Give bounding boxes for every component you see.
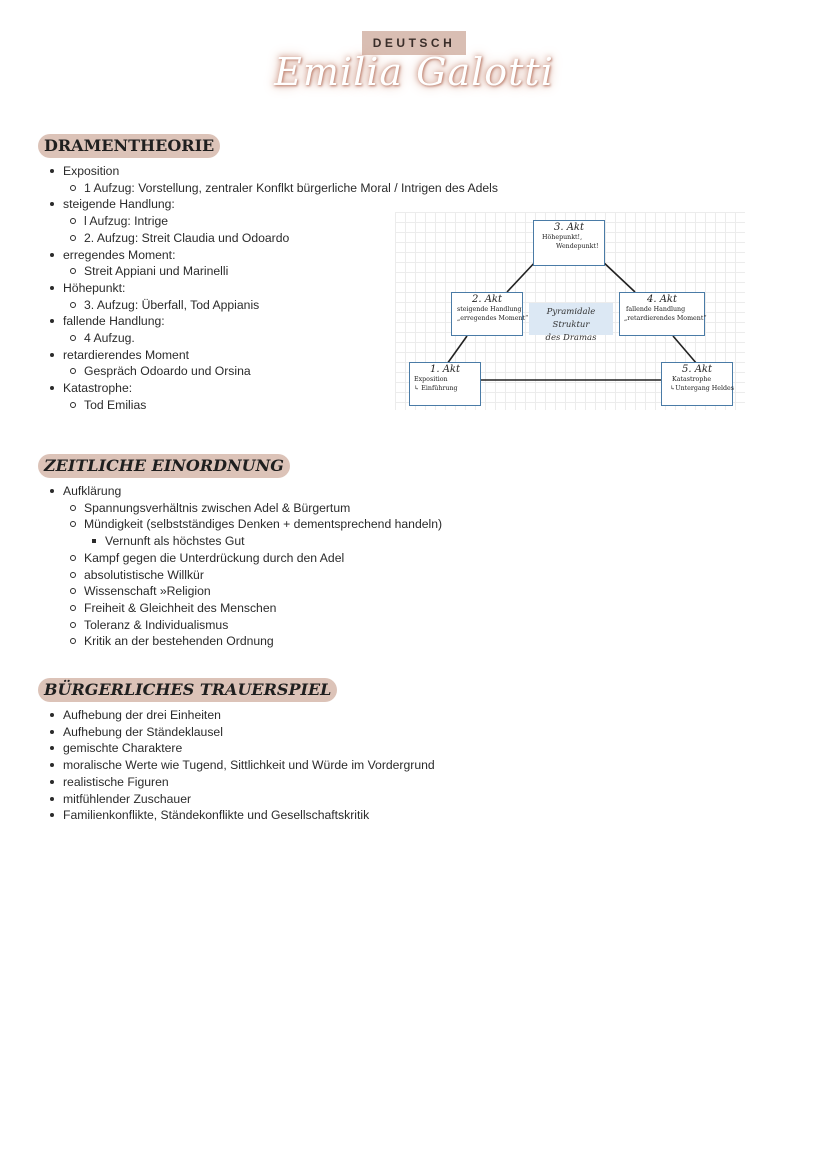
connector-act4-act5 xyxy=(673,336,697,364)
list-item: 1 Aufzug: Vorstellung, zentraler Konflkt bürgerliche Moral / Intrigen des Adels xyxy=(38,180,498,197)
list-item: Familienkonflikte, Ständekonflikte und Gesellschaftskritik xyxy=(38,807,435,824)
act-box-5 xyxy=(661,362,733,406)
act-title: 1. Akt xyxy=(429,364,461,375)
list-item: 4 Aufzug. xyxy=(38,330,498,347)
subject-tag: DEUTSCH xyxy=(362,31,466,55)
act-line: ↳Untergang Heldes xyxy=(670,385,734,392)
act-title: 2. Akt xyxy=(471,294,503,305)
center-label xyxy=(529,303,613,343)
list-item: Streit Appiani und Marinelli xyxy=(38,263,498,280)
section-heading-dramentheorie: DRAMENTHEORIE xyxy=(38,134,220,158)
list-item: Mündigkeit (selbstständiges Denken + dementsprechend handeln) xyxy=(38,516,442,533)
list-item: fallende Handlung: xyxy=(38,313,498,330)
zeitliche-list-container xyxy=(38,483,442,650)
document-title: Emilia Galotti xyxy=(274,50,554,94)
list-item: Kampf gegen die Unterdrückung durch den Adel xyxy=(38,550,442,567)
center-label-line: des Dramas xyxy=(545,333,597,343)
connector-act3-act4 xyxy=(601,260,635,292)
list-item: Toleranz & Individualismus xyxy=(38,617,442,634)
act-line: „erregendes Moment“ xyxy=(457,315,529,322)
list-item: steigende Handlung: xyxy=(38,196,498,213)
list-item: Aufhebung der Ständeklausel xyxy=(38,724,435,741)
act-box-3 xyxy=(533,220,605,266)
list-item: retardierendes Moment xyxy=(38,347,498,364)
act-line: fallende Handlung xyxy=(626,306,686,313)
list-item: Gespräch Odoardo und Orsina xyxy=(38,363,498,380)
act-title: 5. Akt xyxy=(681,364,713,375)
act-line: „retardierendes Moment“ xyxy=(624,315,707,322)
connector-act1-act2 xyxy=(447,336,467,364)
act-title: 4. Akt xyxy=(646,294,678,305)
list-item: absolutistische Willkür xyxy=(38,567,442,584)
trauerspiel-list-container xyxy=(38,707,435,824)
act-line: Höhepunkt!, xyxy=(542,234,583,241)
list-item: Aufhebung der drei Einheiten xyxy=(38,707,435,724)
pyramid-diagram xyxy=(395,212,745,410)
act-line: steigende Handlung xyxy=(457,306,522,313)
zeitliche-list xyxy=(38,483,442,650)
section-heading-zeitliche-einordnung: ZEITLICHE EINORDNUNG xyxy=(38,454,290,478)
act-line: Wendepunkt! xyxy=(556,243,599,250)
list-item: l Aufzug: Intrige xyxy=(38,213,498,230)
list-item: 3. Aufzug: Überfall, Tod Appianis xyxy=(38,297,498,314)
list-item: Wissenschaft »Religion xyxy=(38,583,442,600)
list-item: gemischte Charaktere xyxy=(38,740,435,757)
act-title: 3. Akt xyxy=(553,222,585,233)
act-box-2 xyxy=(451,292,529,336)
list-item: realistische Figuren xyxy=(38,774,435,791)
trauerspiel-list xyxy=(38,707,435,824)
act-line: Exposition xyxy=(414,376,448,383)
list-item: Exposition xyxy=(38,163,498,180)
list-item: 2. Aufzug: Streit Claudia und Odoardo xyxy=(38,230,498,247)
list-item: Kritik an der bestehenden Ordnung xyxy=(38,633,442,650)
center-label-line: Pyramidale Struktur xyxy=(546,307,596,330)
act-box-4 xyxy=(619,292,705,336)
list-item: Höhepunkt: xyxy=(38,280,498,297)
list-item: Tod Emilias xyxy=(38,397,498,414)
act-box-1 xyxy=(409,362,481,406)
list-item: Katastrophe: xyxy=(38,380,498,397)
list-item: Vernunft als höchstes Gut xyxy=(38,533,442,550)
list-item: Aufklärung xyxy=(38,483,442,500)
list-item: moralische Werte wie Tugend, Sittlichkeit und Würde im Vordergrund xyxy=(38,757,435,774)
section-heading-buergerliches-trauerspiel: BÜRGERLICHES TRAUERSPIEL xyxy=(38,678,337,702)
list-item: Freiheit & Gleichheit des Menschen xyxy=(38,600,442,617)
list-item: Spannungsverhältnis zwischen Adel & Bürgertum xyxy=(38,500,442,517)
act-line: ↳ Einführung xyxy=(414,385,458,392)
list-item: erregendes Moment: xyxy=(38,247,498,264)
list-item: mitfühlender Zuschauer xyxy=(38,791,435,808)
act-line: Katastrophe xyxy=(672,376,712,383)
